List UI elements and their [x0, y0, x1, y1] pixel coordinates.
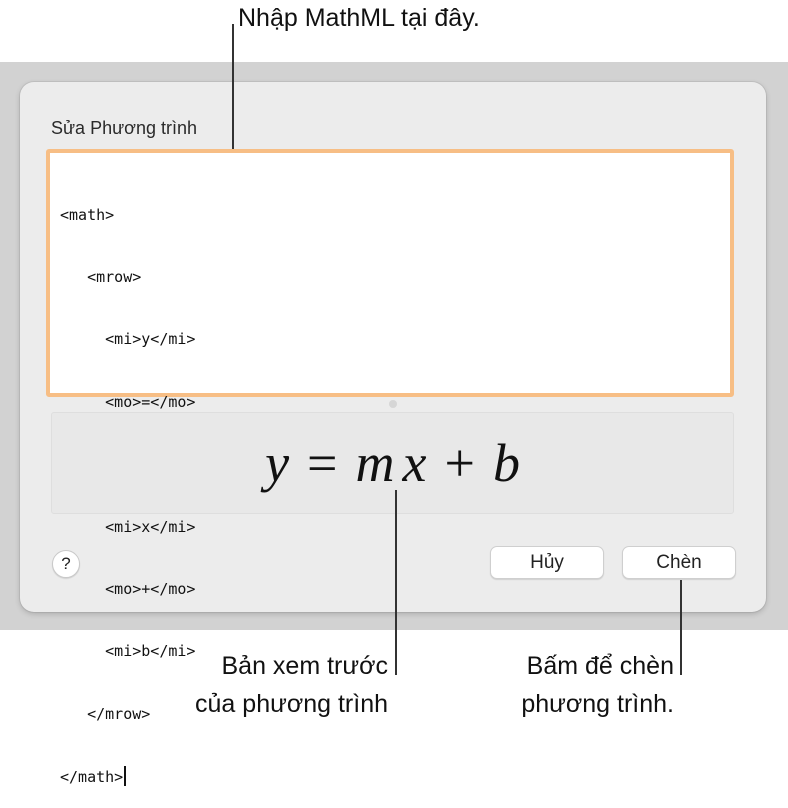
editor-line: <mi>x</mi>: [60, 517, 196, 536]
callout-line-preview: [395, 490, 397, 675]
preview-formula: [265, 432, 520, 494]
callout-insert-line1: Bấm để chèn: [526, 652, 674, 680]
callout-line-editor: [232, 24, 234, 149]
callout-preview-line1: Bản xem trước: [221, 652, 388, 680]
editor-line: <mi>b</mi>: [60, 642, 196, 661]
insert-button[interactable]: Chèn: [622, 546, 736, 579]
equation-preview: [51, 412, 734, 514]
editor-line: <mi>y</mi>: [60, 330, 196, 349]
callout-line-insert: [680, 580, 682, 675]
callout-insert-line2: phương trình.: [521, 690, 674, 718]
text-caret: [124, 766, 126, 786]
editor-line: <mo>+</mo>: [60, 579, 196, 598]
var-x: x: [402, 433, 427, 493]
equals-sign: =: [307, 433, 338, 493]
editor-line-text: </math>: [60, 768, 124, 787]
editor-line: <mrow>: [60, 267, 142, 286]
callout-preview-line2: của phương trình: [195, 690, 388, 718]
editor-line-last: [60, 766, 730, 787]
var-b: b: [492, 433, 520, 493]
editor-line: </mrow>: [60, 704, 151, 723]
resize-handle[interactable]: [389, 400, 397, 408]
dialog-title: Sửa Phương trình: [51, 118, 197, 138]
help-button[interactable]: ?: [52, 550, 80, 578]
var-m: m: [355, 433, 395, 493]
callout-editor-label: Nhập MathML tại đây.: [238, 4, 480, 32]
cancel-button[interactable]: Hủy: [490, 546, 604, 579]
plus-sign: +: [444, 433, 475, 493]
editor-line: <math>: [60, 205, 115, 224]
editor-line: <mo>=</mo>: [60, 392, 196, 411]
var-y: y: [265, 433, 290, 493]
